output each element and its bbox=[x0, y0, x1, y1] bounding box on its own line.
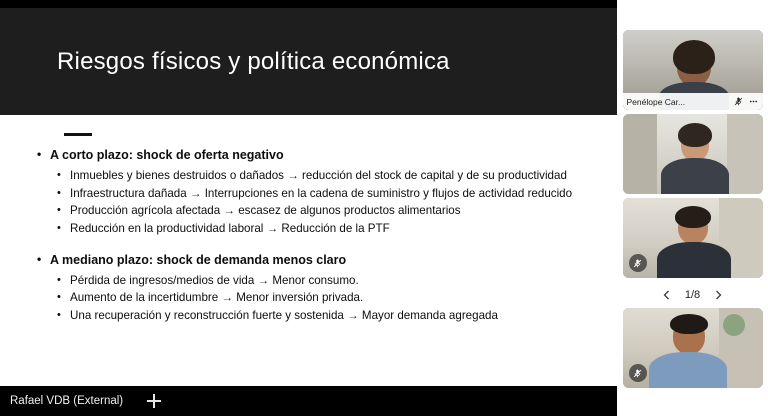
divider bbox=[64, 133, 92, 136]
participant-tile[interactable] bbox=[623, 198, 763, 278]
page-indicator: 1/8 bbox=[684, 289, 701, 301]
slide-bullet: • Reducción en la productividad laboral → Reducción de la PTF bbox=[34, 221, 587, 237]
participant-tile[interactable] bbox=[623, 308, 763, 388]
mic-muted-badge bbox=[629, 254, 647, 272]
slide-bullet: • Pérdida de ingresos/medios de vida → Menor consumo. bbox=[34, 273, 587, 289]
slide-heading: • A mediano plazo: shock de demanda menos claro bbox=[34, 251, 587, 269]
slide-bullet: • Una recuperación y reconstrucción fuerte y sostenida → Mayor demanda agregada bbox=[34, 308, 587, 324]
slide-bullet: • Producción agrícola afectada → escasez de algunos productos alimentarios bbox=[34, 203, 587, 219]
video-feed bbox=[623, 114, 763, 194]
mic-muted-icon bbox=[632, 368, 643, 379]
rail-pager bbox=[623, 282, 763, 308]
chevron-right-icon[interactable] bbox=[710, 287, 726, 303]
mic-muted-icon bbox=[632, 258, 643, 269]
letterbox-top bbox=[0, 0, 617, 8]
presenter-name: Rafael VDB (External) bbox=[10, 395, 124, 407]
slide-body bbox=[0, 115, 617, 326]
mic-muted-badge bbox=[629, 364, 647, 382]
chevron-left-icon[interactable] bbox=[659, 287, 675, 303]
participant-name: Penélope Car... bbox=[626, 96, 686, 107]
slide-heading: • A corto plazo: shock de oferta negativo bbox=[34, 146, 587, 164]
participant-rail bbox=[617, 0, 768, 416]
slide-bullet: • Inmuebles y bienes destruidos o dañados → reducción del stock de capital y de su productividad bbox=[34, 168, 587, 184]
presentation-slide bbox=[0, 8, 617, 378]
slide-header bbox=[0, 8, 617, 115]
plus-icon[interactable] bbox=[145, 392, 163, 410]
participant-tile[interactable] bbox=[623, 114, 763, 194]
participant-label bbox=[623, 93, 763, 110]
mic-muted-icon[interactable] bbox=[733, 96, 744, 107]
slide-title: Riesgos físicos y política económica bbox=[57, 47, 450, 75]
slide-bullet: • Aumento de la incertidumbre → Menor inversión privada. bbox=[34, 290, 587, 306]
spacer bbox=[34, 239, 587, 251]
participant-tile[interactable] bbox=[623, 30, 763, 110]
more-options-icon[interactable] bbox=[748, 96, 759, 107]
presenter-bar bbox=[0, 386, 617, 416]
slide-bullet: • Infraestructura dañada → Interrupciones en la cadena de suministro y flujos de actividad reducido bbox=[34, 186, 587, 202]
